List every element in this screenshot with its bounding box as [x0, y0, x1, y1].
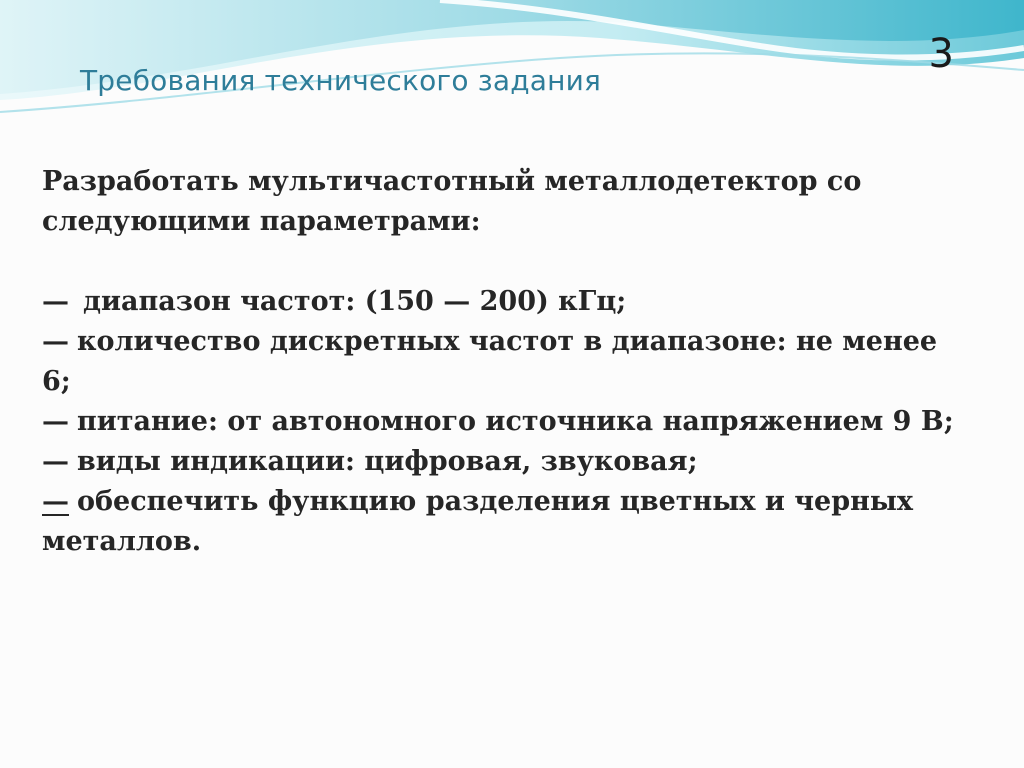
intro-text: Разработать мультичастотный металлодетектор со следующими параметрами: [42, 166, 862, 237]
dash-marker: — [42, 286, 69, 317]
requirement-text: виды индикации: цифровая, звуковая; [77, 446, 698, 477]
requirements-list [42, 282, 962, 562]
dash-marker: — [42, 486, 69, 517]
slide-title: Требования технического задания [80, 64, 602, 97]
requirement-metal-separation [42, 482, 962, 562]
requirement-text: питание: от автономного источника напряжением 9 В; [77, 406, 954, 437]
requirement-text: диапазон частот: (150 — 200) кГц; [83, 286, 627, 317]
slide-number: 3 [928, 31, 954, 77]
dash-marker: — [42, 446, 69, 477]
requirement-text: количество дискретных частот в диапазоне: не менее 6; [42, 326, 938, 397]
dash-marker: — [42, 406, 69, 437]
requirement-discrete-frequencies [42, 322, 962, 402]
requirement-text: обеспечить функцию разделения цветных и черных металлов. [42, 486, 914, 557]
slide-body [42, 162, 962, 562]
requirement-frequency-range [42, 282, 962, 322]
requirement-power-supply [42, 402, 962, 442]
dash-marker: — [42, 326, 69, 357]
requirement-indication [42, 442, 962, 482]
